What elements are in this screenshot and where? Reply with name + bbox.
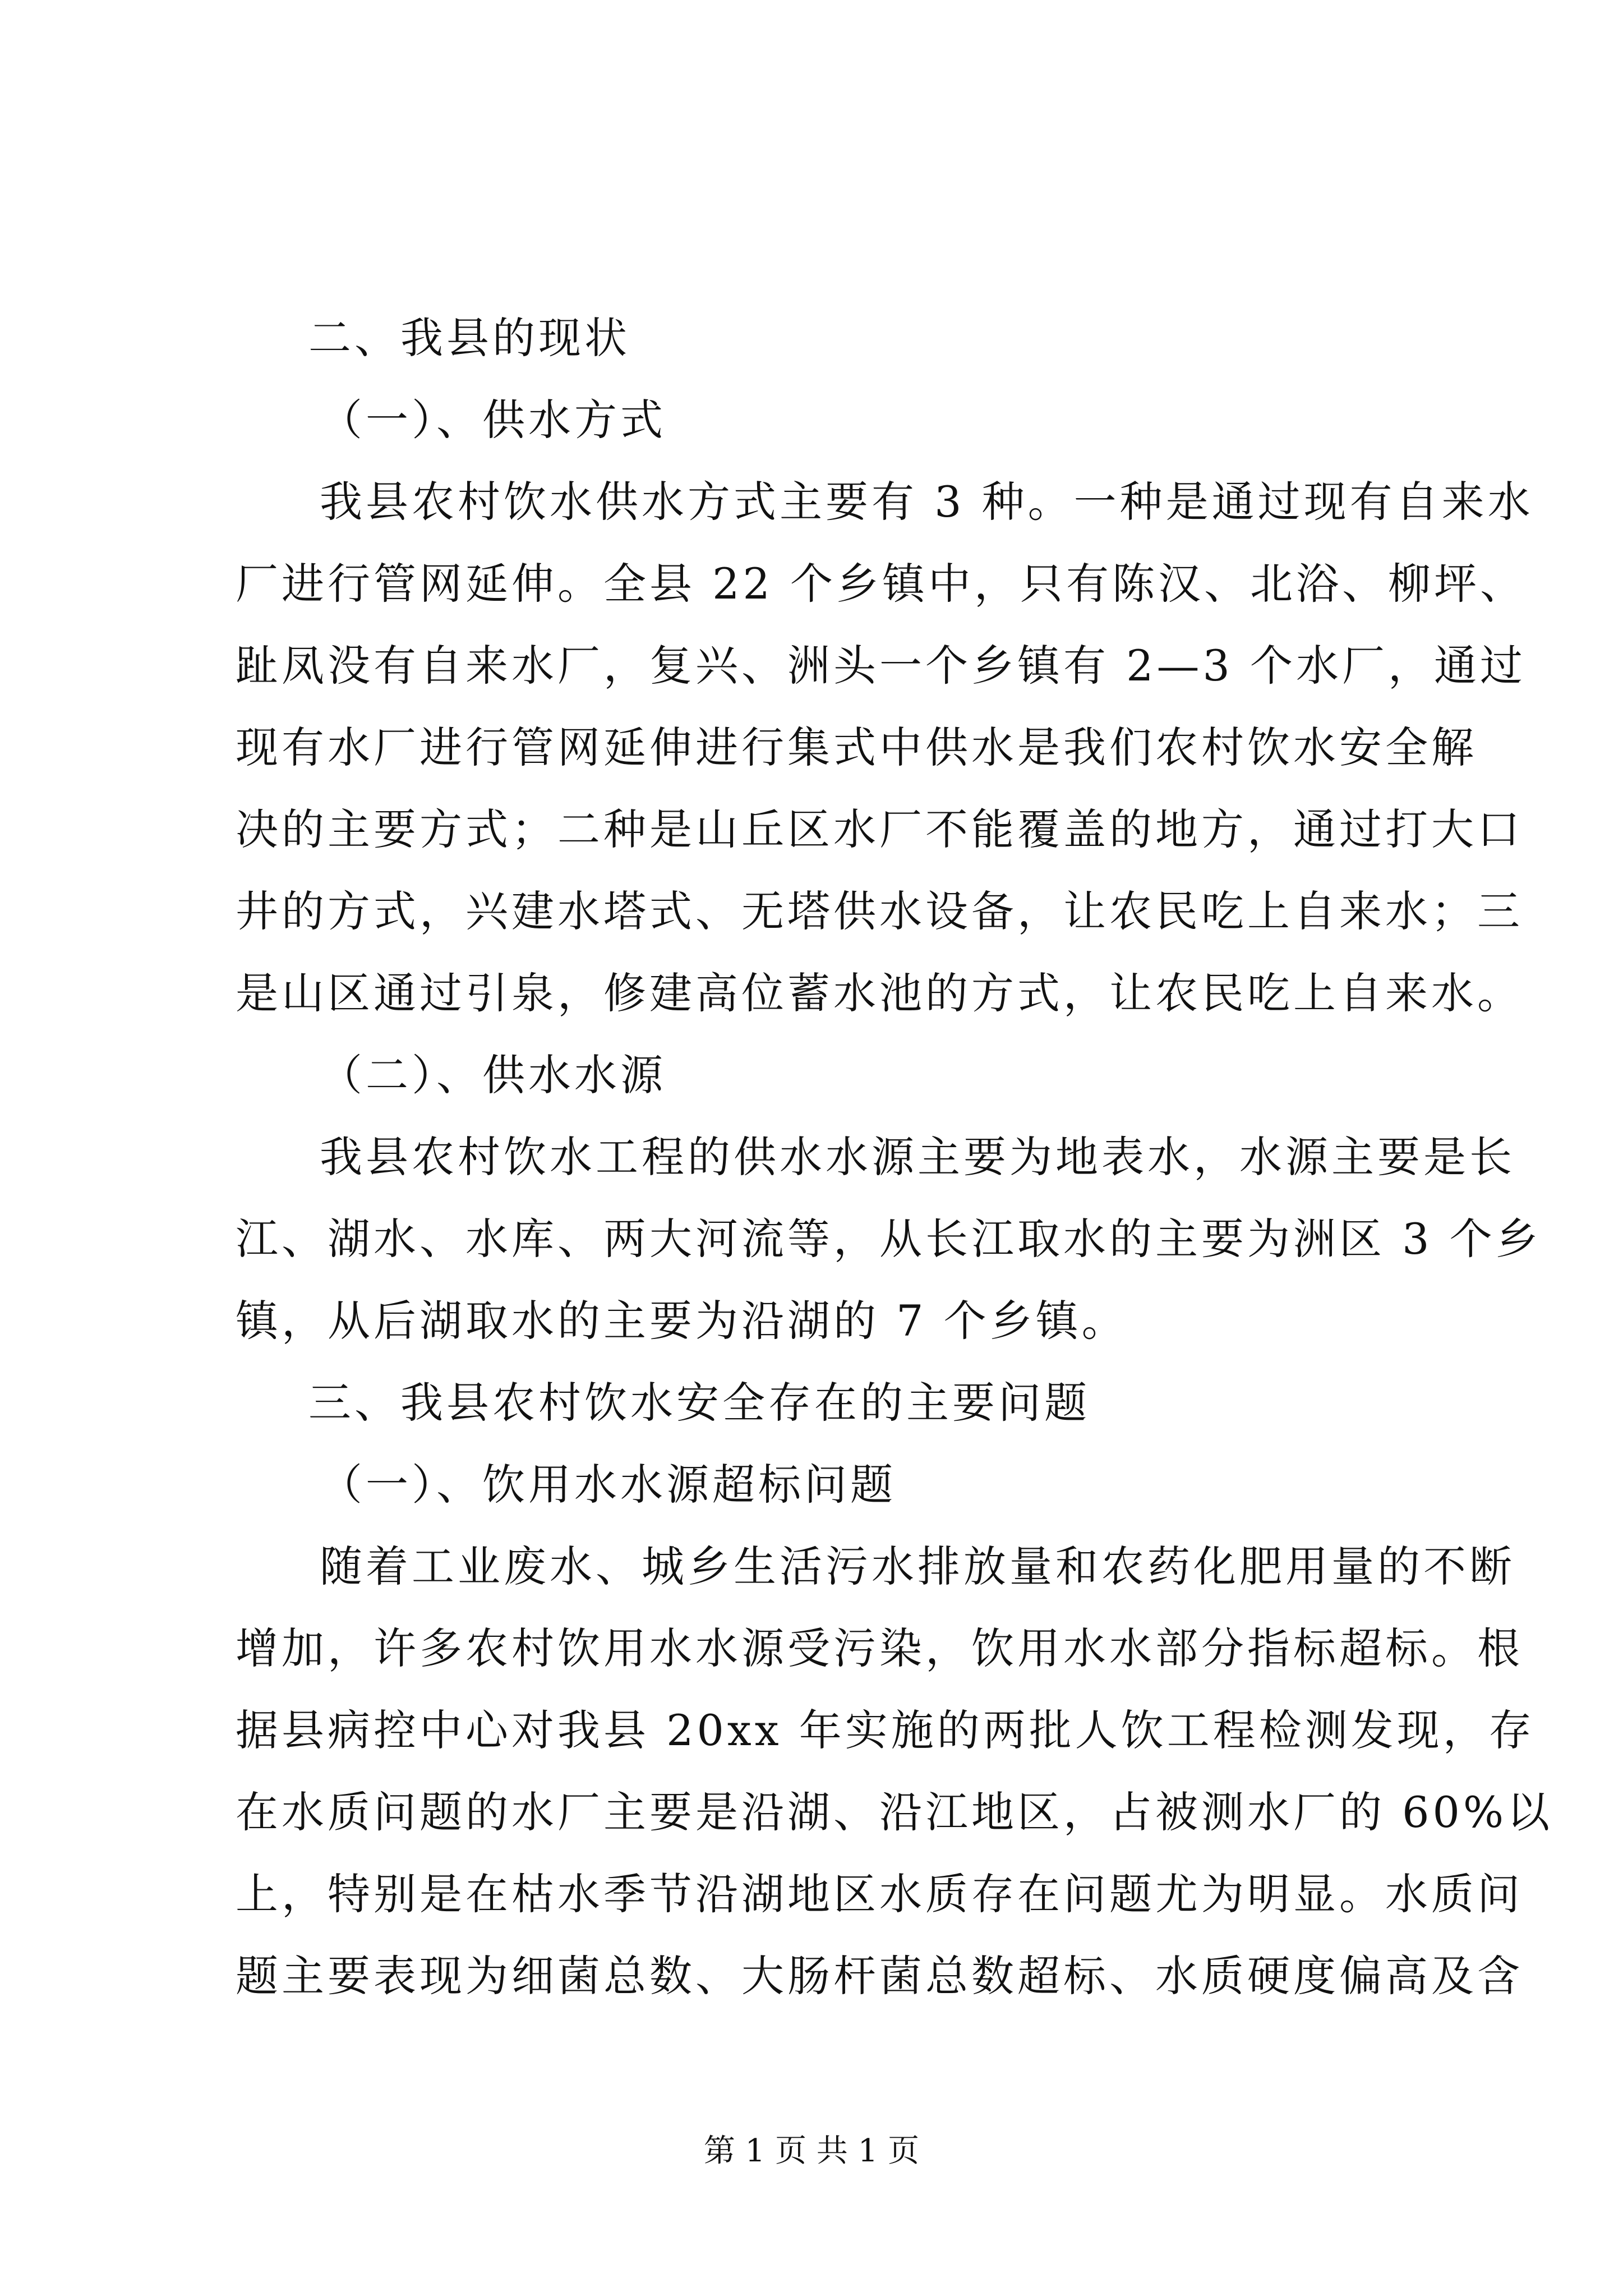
paragraph-line: 决的主要方式；二种是山丘区水厂不能覆盖的地方，通过打大口 — [236, 804, 1523, 854]
paragraph-line: 趾凤没有自来水厂，复兴、洲头一个乡镇有 2—3 个水厂，通过 — [236, 641, 1527, 691]
section-heading-status: 二、我县的现状 — [308, 313, 630, 363]
paragraph-line: 增加，许多农村饮用水水源受污染，饮用水水部分指标超标。根 — [236, 1623, 1523, 1673]
paragraph-line: 镇，从后湖取水的主要为沿湖的 7 个乡镇。 — [236, 1296, 1128, 1346]
paragraph-line: 现有水厂进行管网延伸进行集式中供水是我们农村饮水安全解 — [236, 723, 1477, 772]
paragraph-line: 据县病控中心对我县 20xx 年实施的两批人饮工程检测发现，存 — [236, 1705, 1535, 1755]
section-heading-problems: 三、我县农村饮水安全存在的主要问题 — [308, 1378, 1090, 1428]
paragraph-line: 随着工业废水、城乡生活污水排放量和农药化肥用量的不断 — [320, 1542, 1515, 1591]
paragraph-line: 厂进行管网延伸。全县 22 个乡镇中，只有陈汉、北浴、柳坪、 — [236, 559, 1527, 609]
subsection-heading-water-quality: （一）、饮用水水源超标问题 — [320, 1460, 896, 1510]
page-number-footer: 第 1 页 共 1 页 — [703, 2133, 920, 2169]
paragraph-line: 我县农村饮水工程的供水水源主要为地表水，水源主要是长 — [320, 1132, 1515, 1182]
paragraph-line: 江、湖水、水库、两大河流等，从长江取水的主要为洲区 3 个乡 — [236, 1214, 1542, 1264]
subsection-heading-supply-method: （一）、供水方式 — [320, 395, 666, 445]
paragraph-line: 题主要表现为细菌总数、大肠杆菌总数超标、水质硬度偏高及含 — [236, 1951, 1523, 2001]
paragraph-line: 是山区通过引泉，修建高位蓄水池的方式，让农民吃上自来水。 — [236, 968, 1523, 1018]
paragraph-line: 井的方式，兴建水塔式、无塔供水设备，让农民吃上自来水；三 — [236, 886, 1523, 936]
paragraph-line: 在水质问题的水厂主要是沿湖、沿江地区，占被测水厂的 60%以 — [236, 1787, 1553, 1837]
paragraph-line: 上，特别是在枯水季节沿湖地区水质存在问题尤为明显。水质问 — [236, 1869, 1523, 1919]
subsection-heading-water-source: （二）、供水水源 — [320, 1050, 666, 1100]
document-body — [236, 297, 1553, 2017]
paragraph-line: 我县农村饮水供水方式主要有 3 种。一种是通过现有自来水 — [320, 477, 1534, 527]
